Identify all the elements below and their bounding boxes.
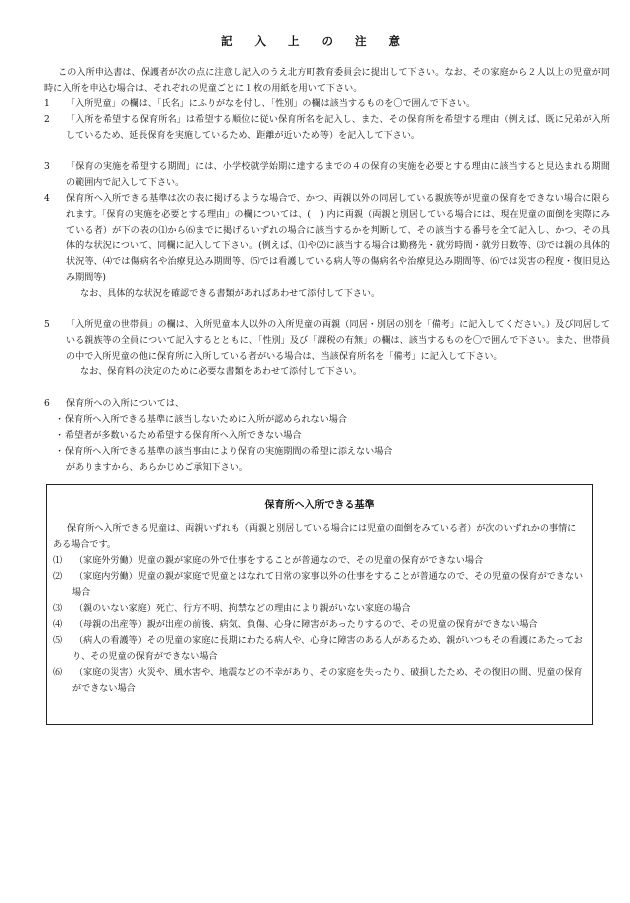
bullet-text: 保育所へ入所できる基準の該当事由により保育の実施期間の希望に添えない場合 bbox=[65, 446, 393, 457]
criteria-list bbox=[53, 553, 585, 697]
item-note: なお、具体的な状況を確認できる書類があればあわせて添付して下さい。 bbox=[80, 288, 381, 299]
criteria-text: （家庭内労働）児童の親が家庭で児童とはなれて日常の家事以外の仕事をすることが普通なので、その児童の保育ができない場合 bbox=[72, 572, 584, 598]
bullet-mark: ・ bbox=[55, 430, 65, 441]
item-text: 「入所児童の世帯員」の欄は、入所児童本人以外の入所児童の両親（同居・別居の別を「備考」に記入してください。）及び同居している親族等の全員について記入するとともに、「性別」及び「課税の有無」の欄は、該当するものを〇で囲んで下さい。また、世帯員の中で入所児童の他に保育所に入所している者がいる場合は、当該保育所名を「備考」に記入して下さい。 bbox=[66, 320, 610, 362]
bullet-item bbox=[55, 413, 611, 429]
bullet-text: 希望者が多数いるため希望する保育所へ入所できない場合 bbox=[65, 430, 302, 441]
criteria-number: ⑶ bbox=[53, 604, 63, 614]
bullet-list bbox=[55, 413, 611, 460]
criteria-item bbox=[53, 601, 585, 617]
page-title: 記 入 上 の 注 意 bbox=[220, 34, 410, 48]
item-text: 保育所へ入所できる基準は次の表に掲げるような場合で、かつ、両親以外の同居している親族等が児童の保育をできない場合に限られます。「保育の実施を必要とする理由」の欄については、( ) 内に両親（両親と別居している場合には、現在児童の面倒を実際にみている者）が下の表の⑴から⑹までに掲げるいずれの場合に該当するかを判断して、その該当する番号を全て記入し、かつ、その具体的な状況について、同欄に記入して下さい。(例えば、⑴や⑵に該当する場合は勤務先・就労時間・就労日数等、⑶では親の具体的状況等、⑷では傷病名や治療見込み期間等、⑸では看護している病人等の傷病名や治療見込み期間等、⑹では災害の程度・復旧見込み期間等) bbox=[66, 194, 610, 283]
criteria-number: ⑹ bbox=[53, 668, 63, 678]
criteria-item bbox=[53, 633, 585, 665]
criteria-text: （母親の出産等）親が出産の前後、病気、負傷、心身に障害があったりするので、その児童の保育ができない場合 bbox=[74, 620, 538, 630]
intro-paragraph: この入所申込書は、保護者が次の点に注意し記入のうえ北方町教育委員会に提出して下さい。なお、その家庭から２人以上の児童が同時に入所を申込む場合は、それぞれの児童ごとに１枚の用紙を用いて下さい。 bbox=[44, 68, 610, 94]
item-number: 6 bbox=[44, 399, 50, 409]
bullet-item bbox=[55, 429, 611, 445]
item-number: 4 bbox=[44, 194, 50, 204]
criteria-number: ⑷ bbox=[53, 620, 63, 630]
item-number: 3 bbox=[44, 162, 50, 172]
criteria-item bbox=[53, 665, 585, 697]
item-number: 2 bbox=[44, 115, 50, 125]
note-item-2 bbox=[44, 113, 610, 145]
bullet-item bbox=[55, 445, 611, 461]
note-item-5 bbox=[44, 318, 610, 381]
criteria-text: （家庭外労働）児童の親が家庭の外で仕事をすることが普通なので、その児童の保育ができない場合 bbox=[74, 556, 484, 566]
note-item-4 bbox=[44, 192, 610, 303]
note-item-6 bbox=[44, 397, 610, 413]
item-number: 5 bbox=[44, 320, 50, 330]
criteria-number: ⑴ bbox=[53, 556, 63, 566]
item-text: 「保育の実施を希望する期間」には、小学校就学始期に達するまでの４の保育の実施を必要とする理由に該当すると見込まれる期間の範囲内で記入して下さい。 bbox=[66, 162, 610, 188]
note-item-3 bbox=[44, 160, 610, 192]
item-number: 1 bbox=[44, 99, 50, 109]
criteria-text: （家庭の災害）火災や、風水害や、地震などの不幸があり、その家庭を失ったり、破損したため、その復旧の間、児童の保育ができない場合 bbox=[72, 668, 583, 694]
item-note: なお、保育料の決定のために必要な書類をあわせて添付して下さい。 bbox=[80, 367, 362, 378]
item-text: 「入所児童」の欄は、「氏名」にふりがなを付し、「性別」の欄は該当するものを〇で囲んで下さい。 bbox=[66, 99, 476, 109]
criteria-item bbox=[53, 553, 585, 569]
note-item-1 bbox=[44, 97, 610, 113]
item-text: 「入所を希望する保育所名」は希望する順位に従い保育所名を記入し、また、その保育所を希望する理由（例えば、既に兄弟が入所しているため、延長保育を実施しているため、距離が近いため等）を記入して下さい。 bbox=[66, 115, 610, 141]
criteria-text: （病人の看護等）その児童の家庭に長期にわたる病人や、心身に障害のある人があるため、親がいつもその看護にあたっており、その児童の保育ができない場合 bbox=[72, 636, 583, 662]
criteria-text: （親のいない家庭）死亡、行方不明、拘禁などの理由により親がいない家庭の場合 bbox=[74, 604, 411, 614]
criteria-number: ⑸ bbox=[53, 636, 63, 646]
closing-text: がありますから、あらかじめご承知下さい。 bbox=[66, 463, 248, 473]
criteria-box bbox=[46, 484, 593, 725]
criteria-title: 保育所へ入所できる基準 bbox=[264, 500, 375, 511]
item-text: 保育所への入所については、 bbox=[66, 399, 185, 409]
bullet-text: 保育所へ入所できる基準に該当しないために入所が認められない場合 bbox=[65, 415, 347, 425]
criteria-item bbox=[53, 617, 585, 633]
criteria-intro: 保育所へ入所できる児童は、両親いずれも（両親と別居している場合には児童の面倒をみている者）が次のいずれかの事情にある場合です。 bbox=[53, 524, 577, 550]
bullet-mark: ・ bbox=[55, 446, 65, 457]
criteria-item bbox=[53, 569, 585, 601]
bullet-mark: ・ bbox=[55, 415, 65, 425]
criteria-number: ⑵ bbox=[53, 572, 63, 582]
